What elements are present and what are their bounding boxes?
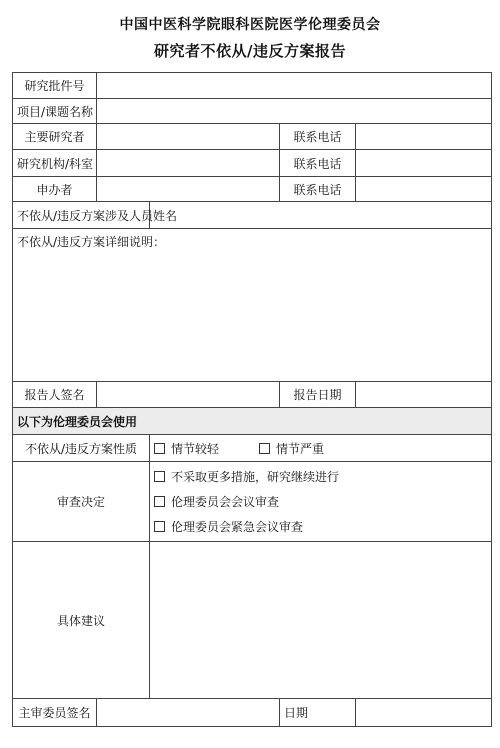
approval-no-field[interactable] [97,73,492,99]
pi-phone-label: 联系电话 [280,124,356,150]
suggestions-label: 具体建议 [13,542,150,699]
department-row [13,150,492,177]
project-name-label: 项目/课题名称 [13,99,97,124]
checkbox-icon[interactable] [154,443,165,454]
persons-involved-label: 不依从/违反方案涉及人员姓名 [13,202,150,229]
decision-option-continue-label: 不采取更多措施，研究继续进行 [171,470,340,484]
decision-option-meeting-label: 伦理委员会会议审查 [171,495,280,509]
sponsor-row [13,177,492,202]
decision-row [13,462,492,542]
checkbox-icon[interactable] [154,521,165,532]
committee-section-heading: 以下为伦理委员会使用 [13,408,492,435]
sponsor-label: 申办者 [13,177,97,202]
approval-no-row [13,73,492,99]
report-date-label: 报告日期 [280,382,356,408]
form-title: 研究者不依从/违反方案报告 [154,42,346,60]
nature-option-minor-label: 情节较轻 [171,441,220,456]
decision-options [150,462,492,542]
report-date-field[interactable] [356,382,492,408]
decision-option-continue[interactable] [154,464,487,489]
nature-option-minor[interactable] [154,436,219,461]
reporter-signature-field[interactable] [97,382,280,408]
approval-no-label: 研究批件号 [13,73,97,99]
department-phone-label: 联系电话 [280,150,356,177]
nature-option-serious[interactable] [259,436,324,461]
details-label: 不依从/违反方案详细说明： [17,235,166,249]
details-row [13,229,492,382]
pi-row [13,124,492,150]
decision-option-emergency-label: 伦理委员会紧急会议审查 [171,520,304,534]
sponsor-phone-field[interactable] [356,177,492,202]
committee-section-row [13,408,492,435]
project-name-field[interactable] [97,99,492,124]
decision-option-meeting[interactable] [154,489,487,514]
department-field[interactable] [97,150,280,177]
persons-involved-row [13,202,492,229]
reporter-row [13,382,492,408]
decision-option-emergency[interactable] [154,514,487,539]
suggestions-field[interactable] [150,542,492,699]
reviewer-signature-label: 主审委员签名 [13,699,97,727]
reviewer-date-label: 日期 [280,699,356,727]
sponsor-phone-label: 联系电话 [280,177,356,202]
details-field[interactable] [13,229,492,382]
pi-phone-field[interactable] [356,124,492,150]
pi-label: 主要研究者 [13,124,97,150]
nature-row [13,435,492,462]
checkbox-icon[interactable] [154,471,165,482]
decision-label: 审查决定 [13,462,150,542]
nature-option-serious-label: 情节严重 [276,441,325,456]
department-phone-field[interactable] [356,150,492,177]
reviewer-date-field[interactable] [356,699,492,727]
nature-options [150,435,492,462]
department-label: 研究机构/科室 [13,150,97,177]
report-form-table [12,72,492,727]
pi-field[interactable] [97,124,280,150]
reporter-signature-label: 报告人签名 [13,382,97,408]
reviewer-signature-field[interactable] [97,699,280,727]
checkbox-icon[interactable] [154,496,165,507]
checkbox-icon[interactable] [259,443,270,454]
project-name-row [13,99,492,124]
nature-label: 不依从/违反方案性质 [13,435,150,462]
institution-title: 中国中医科学院眼科医院医学伦理委员会 [119,17,381,33]
persons-involved-field[interactable] [150,202,492,229]
reviewer-row [13,699,492,727]
sponsor-field[interactable] [97,177,280,202]
suggestions-row [13,542,492,699]
